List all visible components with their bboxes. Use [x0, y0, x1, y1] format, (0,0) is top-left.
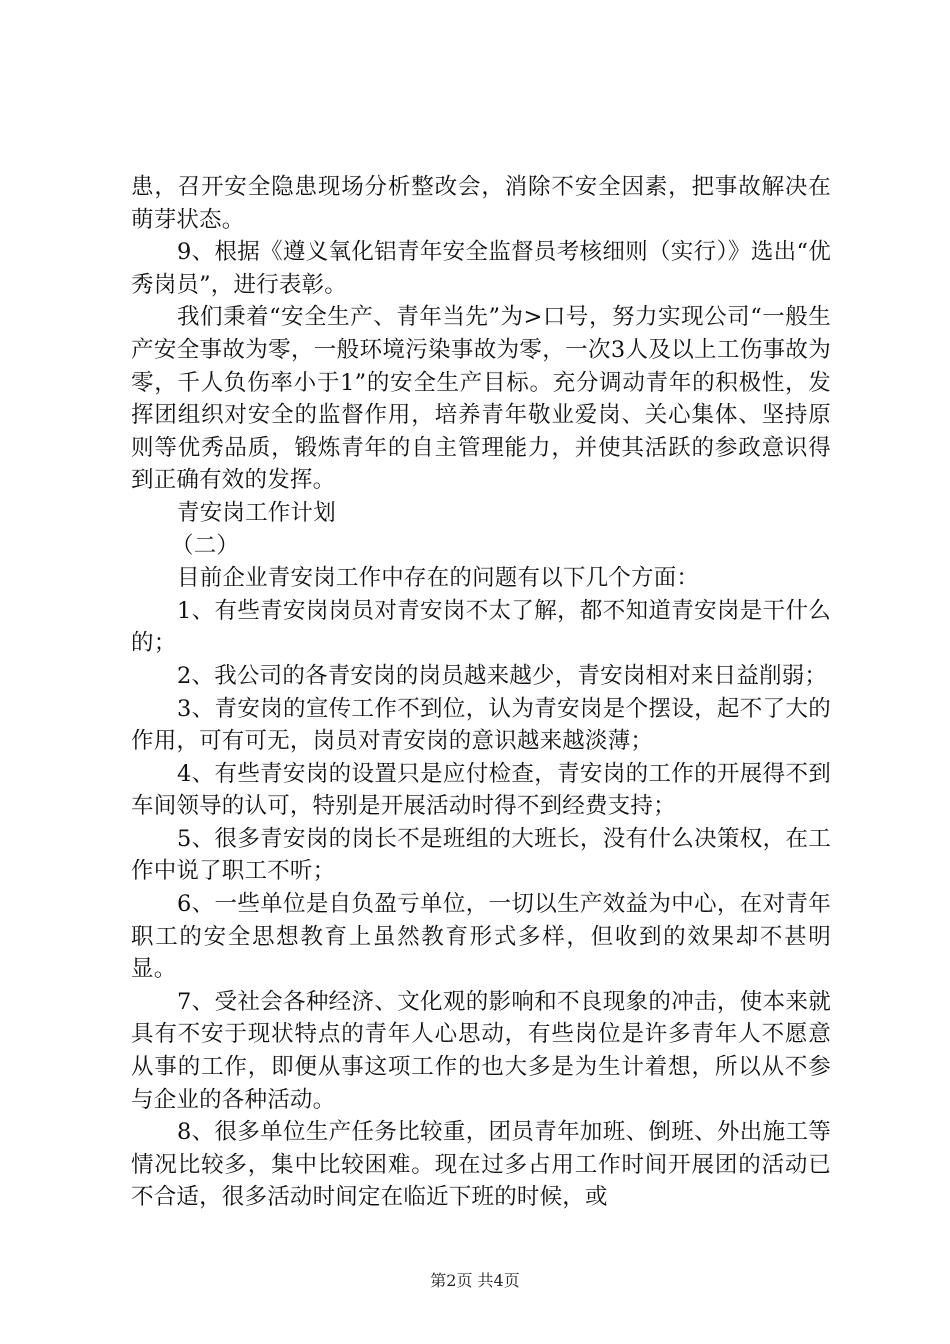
paragraph-intro: 目前企业青安岗工作中存在的问题有以下几个方面： — [177, 565, 700, 592]
list-item-6: 6、一些单位是自负盈亏单位，一切以生产效益为中心，在对青年职工的安全思想教育上虽然教育形式多样，但收到的效果却不甚明显。 — [131, 891, 831, 983]
list-item-5: 5、很多青安岗的岗长不是班组的大班长，没有什么决策权，在工作中说了职工不听； — [131, 825, 831, 885]
paragraph-2: 9、根据《遵义氧化铝青年安全监督员考核细则（实行）》选出“优秀岗员”，进行表彰。 — [131, 239, 831, 298]
list-item-7: 7、受社会各种经济、文化观的影响和不良现象的冲击，使本来就具有不安于现状特点的青年人心思动，有些岗位是许多青年人不愿意从事的工作，即便从事这项工作的也大多是为生计着想，所以从不参与企业的各种活动。 — [131, 988, 831, 1113]
paragraph-3: 我们秉着“安全生产、青年当先”为>口号，努力实现公司“一般生产安全事故为零，一般环境污染事故为零，一次3人及以上工伤事故为零，千人负伤率小于1”的安全生产目标。充分调动青年的积极性，发挥团组织对安全的监督作用，培养青年敬业爱岗、关心集体、坚持原则等优秀品质，锻炼青年的自主管理能力，并使其活跃的参政意识得到正确有效的发挥。 — [131, 304, 831, 494]
page-number-label: 第2页 共4页 — [430, 1271, 520, 1290]
document-body — [131, 171, 831, 1214]
paragraph-1: 患，召开安全隐患现场分析整改会，消除不安全因素，把事故解决在萌芽状态。 — [131, 174, 831, 233]
section-heading: 青安岗工作计划 — [177, 499, 336, 526]
list-item-4: 4、有些青安岗的设置只是应付检查，青安岗的工作的开展得不到车间领导的认可，特别是开展活动时得不到经费支持； — [131, 760, 831, 820]
list-item-3: 3、青安岗的宣传工作不到位，认为青安岗是个摆设，起不了大的作用，可有可无，岗员对青安岗的意识越来越淡薄； — [131, 695, 831, 755]
section-number: （二） — [171, 532, 240, 559]
page-footer — [0, 1271, 950, 1291]
list-item-1: 1、有些青安岗岗员对青安岗不太了解，都不知道青安岗是干什么的； — [131, 597, 831, 657]
list-item-2: 2、我公司的各青安岗的岗员越来越少，青安岗相对来日益削弱； — [177, 662, 828, 689]
list-item-8: 8、很多单位生产任务比较重，团员青年加班、倒班、外出施工等情况比较多，集中比较困难。现在过多占用工作时间开展团的活动已不合适，很多活动时间定在临近下班的时候，或 — [131, 1119, 831, 1211]
